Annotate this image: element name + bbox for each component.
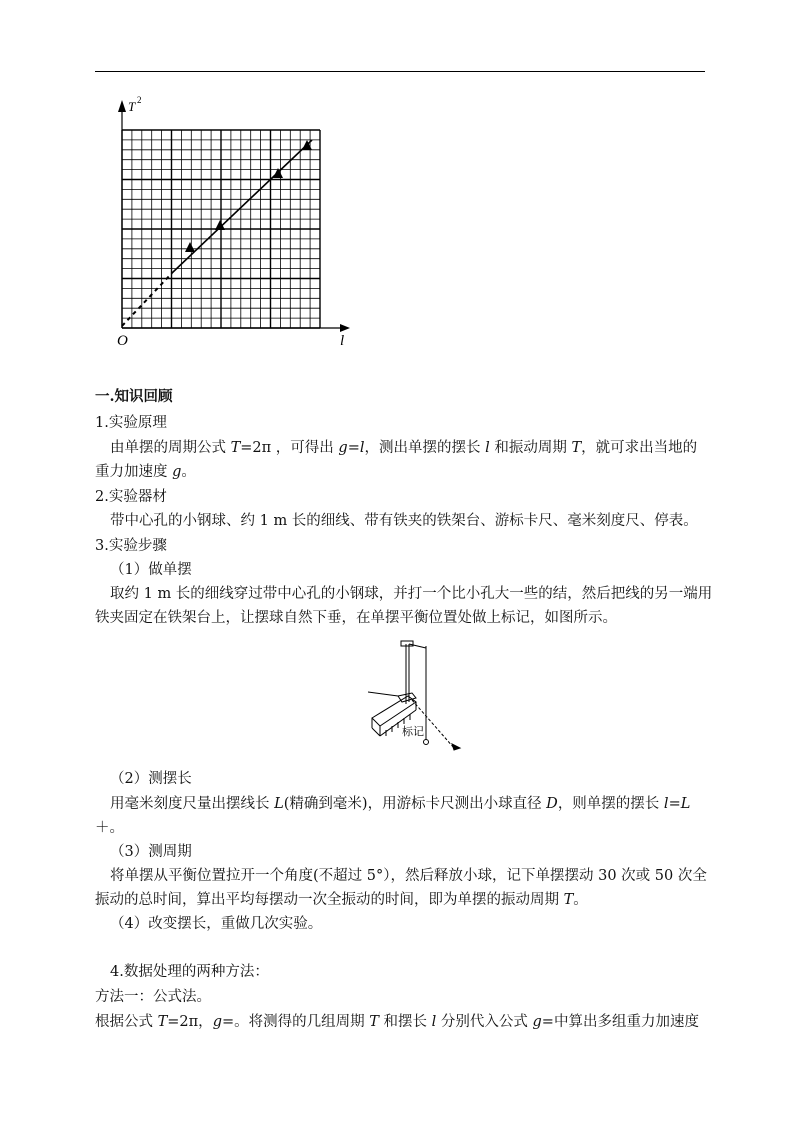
step-1-title: （1）做单摆 [110,562,192,578]
t2-l-graph [100,88,360,350]
subheading-data-processing: 4.数据处理的两种方法： [110,964,269,980]
step-2-title: （2）测摆长 [110,771,192,787]
y-axis-label-sup: 2 [137,95,142,105]
step-1-text-2: 铁夹固定在铁架台上，让摆球自然下垂，在单摆平衡位置处做上标记，如图所示。 [95,610,617,626]
step-2-text-1: 用毫米刻度尺量出摆线长 L(精确到毫米)，用游标卡尺测出小球直径 D，则单摆的摆长 l=L [110,796,691,812]
pendulum-apparatus-figure [368,636,468,754]
step-2-text-2: ＋。 [95,820,124,836]
section-heading: 一.知识回顾 [95,388,173,405]
subheading-steps: 3.实验步骤 [95,538,167,554]
subheading-equipment: 2.实验器材 [95,489,167,505]
data-points [185,140,312,252]
method-one-title: 方法一：公式法。 [95,989,211,1005]
subheading-principle: 1.实验原理 [95,415,167,431]
x-axis-arrow [340,324,350,332]
x-axis-label: l [340,333,345,349]
data-point-marker [185,242,195,252]
step-3-text-2: 振动的总时间，算出平均每摆动一次全振动的时间，即为单摆的振动周期 T。 [95,892,588,908]
step-3-title: （3）测周期 [110,844,192,860]
y-axis-label: T [128,99,136,114]
step-4-text: （4）改变摆长，重做几次实验。 [110,916,323,932]
method-one-text: 根据公式 T=2π，g=。将测得的几组周期 T 和摆长 l 分别代入公式 g=中算出多组重力加速度 [95,1014,699,1030]
equipment-text: 带中心孔的小钢球、约 1 m 长的细线、带有铁夹的铁架台、游标卡尺、毫米刻度尺、停表。 [110,513,698,529]
y-axis-arrow [118,100,126,112]
step-3-text-1: 将单摆从平衡位置拉开一个角度(不超过 5°），然后释放小球，记下单摆摆动 30 次或 50 次全 [110,868,707,884]
figure-mark-label: 标记 [402,725,424,738]
origin-label: O [117,333,128,349]
principle-line-2: 重力加速度 g。 [95,464,196,480]
principle-line-1: 由单摆的周期公式 T=2π ，可得出 g=l，测出单摆的摆长 l 和振动周期 T，就可求出当地的 [110,440,698,456]
header-rule [95,71,705,72]
step-1-text-1: 取约 1 m 长的细线穿过带中心孔的小钢球，并打一个比小孔大一些的结，然后把线的另一端用 [110,586,713,602]
